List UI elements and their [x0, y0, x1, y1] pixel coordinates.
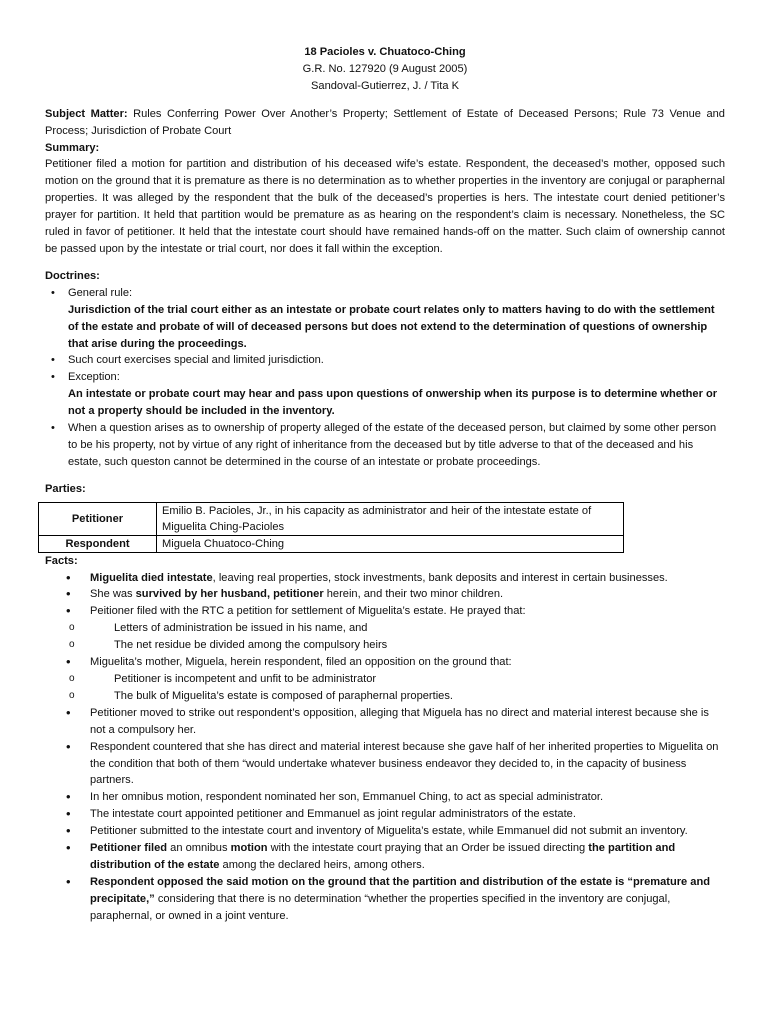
fact-text: among the declared heirs, among others.: [219, 858, 425, 871]
list-item: o The bulk of Miguelita’s estate is composed of paraphernal properties.: [45, 688, 725, 705]
fact-bold: Petitioner filed: [90, 842, 168, 855]
list-item: [45, 285, 725, 353]
fact-text: Respondent countered that she has direct and material interest because she gave half of her inherited properties to Miguelita on the condition that both of them “would undertake whatever business endeavor they decided to, in the capacity of business partners.: [90, 740, 719, 787]
facts-heading: Facts:: [45, 554, 78, 567]
doctrine-bold: An intestate or probate court may hear and pass upon questions of onwership when its purpose is to determine whether or not a property should be included in the inventory.: [68, 388, 718, 418]
list-item: [45, 420, 725, 471]
fact-text: with the intestate court praying that an Order be issued directing: [267, 842, 589, 855]
case-title: 18 Pacioles v. Chuatoco-Ching: [304, 46, 466, 58]
doctrine-bold: Jurisdiction of the trial court either as an intestate or probate court relates only to matters having to do with the settlement of the estate and probate of will of deceased persons but does not extend to the determination of questions of ownership that arise during the proceedings.: [68, 303, 715, 350]
list-item: [45, 823, 725, 840]
party-role: Petitioner: [39, 502, 157, 535]
subject-matter: [45, 106, 725, 140]
list-item: [45, 603, 725, 620]
fact-text: Miguelita’s mother, Miguela, herein respondent, filed an opposition on the ground that:: [90, 656, 512, 669]
party-role: Respondent: [39, 535, 157, 552]
subject-text: Rules Conferring Power Over Another’s Property; Settlement of Estate of Deceased Persons; Rule 73 Venue and Process; Jurisdiction of Probate Court: [45, 107, 725, 137]
fact-text: an omnibus: [167, 842, 231, 855]
list-item: [45, 705, 725, 739]
parties-table: [38, 502, 624, 553]
fact-bold: Respondent opposed the said motion on the ground that the partition and distribution of the estate is “premature and precipitate,”: [90, 875, 711, 905]
fact-bold: survived by her husband, petitioner: [135, 588, 324, 601]
list-item: [45, 352, 725, 369]
summary-heading: Summary:: [45, 141, 100, 154]
doctrines-heading: Doctrines:: [45, 269, 100, 282]
list-item: [45, 840, 725, 874]
list-item: [45, 789, 725, 806]
fact-text: She was: [90, 588, 136, 601]
list-item: o Petitioner is incompetent and unfit to be administrator: [45, 671, 725, 688]
fact-bold: the partition and distribution of the estate: [90, 842, 676, 871]
fact-text: Petitioner submitted to the intestate court and inventory of Miguelita’s estate, while Emmanuel did not submit an inventory.: [90, 825, 688, 838]
facts-list: [45, 654, 725, 671]
fact-text: herein, and their two minor children.: [323, 588, 504, 601]
subject-label: Subject Matter:: [45, 107, 128, 120]
case-gr-number: G.R. No. 127920 (9 August 2005): [302, 62, 468, 75]
facts-sublist: [45, 671, 725, 705]
list-item: [45, 874, 725, 925]
case-ponente: Sandoval-Gutierrez, J. / Tita K: [311, 79, 459, 92]
list-item: [45, 570, 725, 587]
party-name: Miguela Chuatoco-Ching: [157, 535, 624, 552]
facts-sublist: [45, 620, 725, 654]
doctrine-lead: • General rule:: [68, 286, 133, 299]
fact-text: Petitioner moved to strike out respondent’s opposition, alleging that Miguela has no direct and material interest because she is not a compulsory her.: [90, 706, 709, 736]
facts-list: [45, 705, 725, 925]
fact-bold: motion: [230, 842, 268, 855]
doctrine-text: When a question arises as to ownership of property alleged of the estate of the deceased person, but claimed by some other person to be his property, not by virtue of any right of inheritance from the deceased but by title adverse to that of the deceased and his estate, such queston cannot be determined in the course of an intestate or probate proceedings.: [68, 422, 717, 468]
table-row: [39, 535, 624, 552]
summary-text: Petitioner filed a motion for partition and distribution of his deceased wife’s estate. Respondent, the deceased’s mother, opposed such motion on the ground that it is premature as there is no determination as to whether properties in the inventory are conjugal or paraphernal properties. It was alleged by the respondent that the bulk of the deceased’s properties is hers. The intestate court denied petitioner’s prayer for partition. It held that partition would be premature as as hearing on the respondent’s claim is necessary. Nonetheless, the SC ruled in favor of petitioner. It held that the intestate court should have remained hands-off on the matter. Such claim of ownership cannot be passed upon by the intestate or trial court, nor does it fall within the exception.: [45, 158, 725, 255]
party-name: Emilio B. Pacioles, Jr., in his capacity as administrator and heir of the intestate estate of Miguelita Ching-Pacioles: [157, 502, 624, 535]
case-header: [45, 44, 725, 95]
doctrine-lead: • Exception:: [68, 371, 120, 384]
document-page: [45, 44, 725, 925]
list-item: [45, 586, 725, 603]
doctrines-list: [45, 285, 725, 471]
doctrine-text: Such court exercises special and limited jurisdiction.: [68, 354, 324, 367]
fact-text: In her omnibus motion, respondent nominated her son, Emmanuel Ching, to act as special administrator.: [90, 791, 604, 804]
list-item: [45, 654, 725, 671]
fact-text: The intestate court appointed petitioner and Emmanuel as joint regular administrators of the estate.: [90, 808, 576, 821]
list-item: o Letters of administration be issued in his name, and: [45, 620, 725, 637]
fact-text: , leaving real properties, stock investments, bank deposits and interest in certain businesses.: [212, 571, 668, 584]
fact-bold: Miguelita died intestate: [90, 571, 213, 584]
parties-heading: Parties:: [45, 482, 86, 495]
fact-text: Peitioner filed with the RTC a petition for settlement of Miguelita’s estate. He prayed that:: [90, 605, 526, 618]
table-row: [39, 502, 624, 535]
list-item: [45, 369, 725, 420]
list-item: [45, 739, 725, 790]
facts-list: [45, 570, 725, 621]
list-item: [45, 806, 725, 823]
fact-text: considering that there is no determination “whether the properties specified in the inventory are conjugal, paraphernal, or owned in a joint venture.: [90, 892, 671, 922]
list-item: o The net residue be divided among the compulsory heirs: [45, 637, 725, 654]
